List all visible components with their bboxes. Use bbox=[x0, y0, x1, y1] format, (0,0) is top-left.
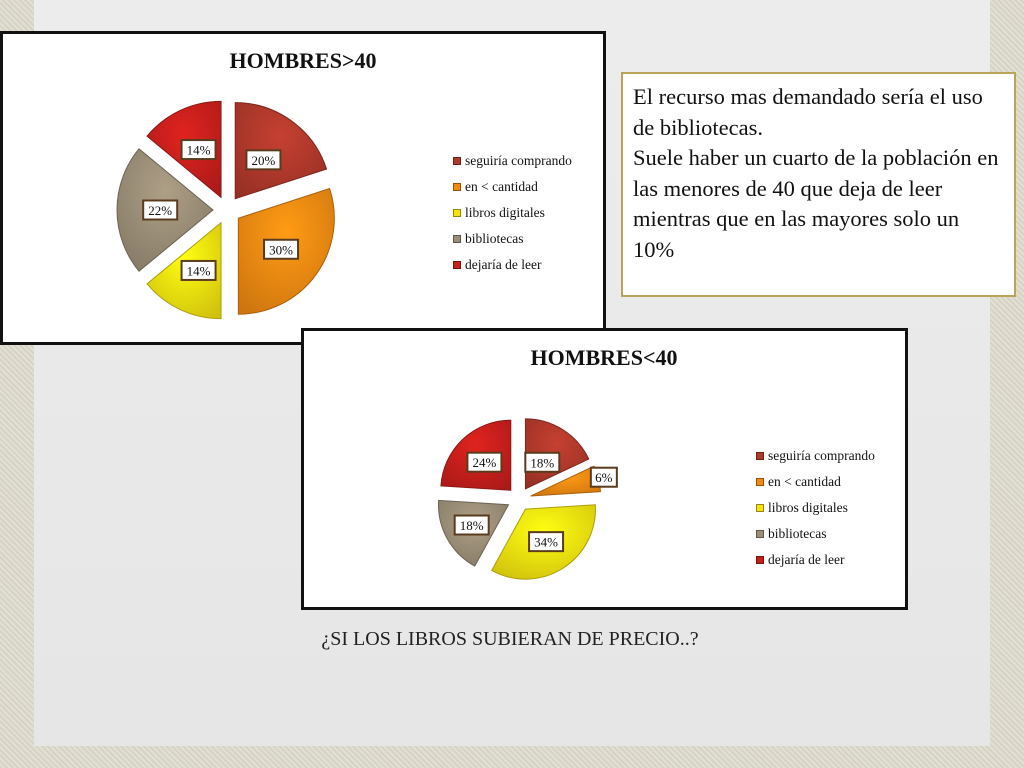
data-label-libros-digitales bbox=[182, 261, 216, 280]
svg-text:14%: 14% bbox=[186, 142, 211, 158]
legend-item bbox=[756, 469, 875, 495]
chart-title: HOMBRES>40 bbox=[229, 48, 377, 73]
legend-item bbox=[453, 252, 572, 278]
slide-frame-bottom bbox=[0, 746, 1024, 768]
legend-label: en < cantidad bbox=[768, 474, 841, 489]
svg-text:24%: 24% bbox=[472, 455, 497, 471]
chart-title: HOMBRES<40 bbox=[530, 345, 678, 370]
pie-chart-under-40 bbox=[301, 328, 908, 610]
svg-text:22%: 22% bbox=[148, 203, 173, 218]
legend-label: libros digitales bbox=[465, 205, 545, 220]
data-label-seguiria-comprando bbox=[525, 453, 559, 472]
data-label-libros-digitales bbox=[529, 532, 563, 551]
data-label-dejaria-de-leer bbox=[467, 453, 501, 472]
chart-legend bbox=[453, 148, 572, 278]
legend-label: dejaría de leer bbox=[465, 257, 542, 272]
pie-chart-over-40 bbox=[0, 31, 606, 345]
svg-text:20%: 20% bbox=[251, 152, 276, 168]
summary-text-box bbox=[621, 72, 1016, 297]
legend-item bbox=[453, 200, 572, 226]
summary-line-1: El recurso mas demandado sería el uso de bibliotecas. bbox=[633, 84, 983, 140]
legend-swatch bbox=[453, 183, 461, 191]
legend-label: dejaría de leer bbox=[768, 552, 845, 567]
legend-label: bibliotecas bbox=[768, 526, 827, 541]
legend-label: seguiría comprando bbox=[768, 448, 875, 463]
legend-swatch bbox=[453, 261, 461, 269]
legend-swatch bbox=[756, 478, 764, 486]
legend-label: libros digitales bbox=[768, 500, 848, 515]
legend-item bbox=[453, 148, 572, 174]
svg-text:18%: 18% bbox=[530, 455, 555, 471]
legend-item bbox=[453, 226, 572, 252]
data-label-bibliotecas bbox=[455, 516, 489, 535]
legend-swatch bbox=[756, 556, 764, 564]
legend-item bbox=[756, 495, 875, 521]
data-label-bibliotecas bbox=[143, 201, 177, 220]
legend-item bbox=[756, 547, 875, 573]
legend-item bbox=[756, 443, 875, 469]
legend-item bbox=[756, 521, 875, 547]
legend-swatch bbox=[756, 530, 764, 538]
legend-label: seguiría comprando bbox=[465, 153, 572, 168]
legend-label: bibliotecas bbox=[465, 231, 524, 246]
data-label-en-menor-cantidad bbox=[591, 468, 617, 487]
legend-item bbox=[453, 174, 572, 200]
chart-legend bbox=[756, 443, 875, 573]
svg-text:18%: 18% bbox=[459, 518, 484, 534]
summary-line-2: Suele haber un cuarto de la población en las menores de 40 que deja de leer mientras que en las mayores solo un 10% bbox=[633, 145, 999, 262]
legend-swatch bbox=[756, 504, 764, 512]
legend-label: en < cantidad bbox=[465, 179, 538, 194]
legend-swatch bbox=[453, 235, 461, 243]
svg-text:6%: 6% bbox=[595, 470, 613, 486]
data-label-dejaria-de-leer bbox=[182, 140, 216, 159]
legend-swatch bbox=[453, 157, 461, 165]
legend-swatch bbox=[756, 452, 764, 460]
caption-text: ¿SI LOS LIBROS SUBIERAN DE PRECIO..? bbox=[321, 628, 699, 650]
slide-caption bbox=[0, 628, 1024, 651]
svg-text:34%: 34% bbox=[534, 534, 558, 550]
data-label-en-menor-cantidad bbox=[264, 240, 298, 259]
legend-swatch bbox=[453, 209, 461, 217]
svg-text:14%: 14% bbox=[186, 263, 211, 279]
data-label-seguiria-comprando bbox=[246, 150, 280, 169]
svg-text:30%: 30% bbox=[269, 242, 293, 258]
